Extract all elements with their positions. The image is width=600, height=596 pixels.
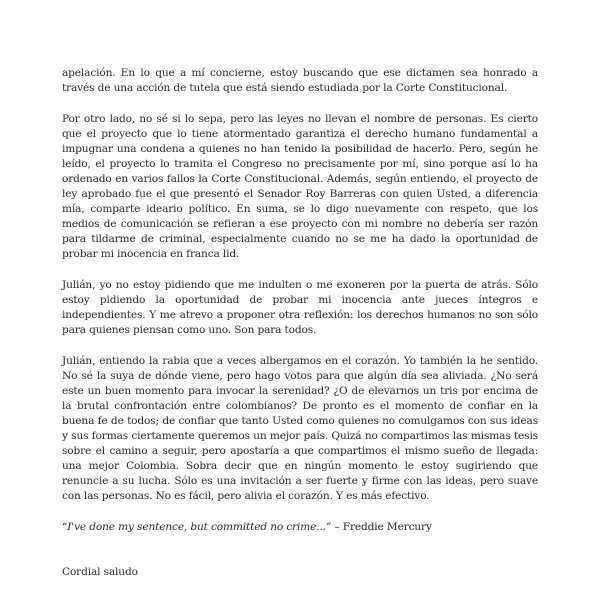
paragraph-serenity: Julián, entiendo la rabia que a veces albergamos en el corazón. Yo también la he sentido. No sé la suya de dónde viene, pero hago votos para que algún día sea aliviada. ¿No será este un buen momento para invocar la serenidad? ¿O de elevarnos un tris por encima de la brutal confrontación entre colombianos? De pronto es el momento de confiar en la buena fe de todos; de confiar que tanto Usted como quienes no comulgamos con sus ideas y sus formas ciertamente queremos un mejor país. Quizá no compartimos las mismas tesis sobre el camino a seguir, pero apostaría a que compartimos el mismo sueño de llegada: una mejor Colombia. Sobra decir que en ningún momento le estoy sugiriendo que renuncie a su lucha. Sólo es una invitación a ser fuerte y firme con las ideas, pero suave con las personas. No es fácil, pero alivia el corazón. Y es más efectivo. [62, 355, 538, 502]
paragraph-appeal: apelación. En lo que a mí concierne, estoy buscando que ese dictamen sea honrado a través de una acción de tutela que está siendo estudiada por la Corte Constitucional. [62, 67, 538, 94]
paragraph-laws: Por otro lado, no sé si lo sepa, pero las leyes no llevan el nombre de personas. Es cierto que el proyecto que lo tiene atormentado garantiza el derecho humano fundamental a impugnar una condena a quienes no han tenido la posibilidad de hacerlo. Pero, según he leído, el proyecto lo tramita el Congreso no precisamente por mí, sino porque así lo ha ordenado en varios fallos la Corte Constitucional. Además, según entiendo, el proyecto de ley aprobado fue el que presentó el Senador Roy Barreras con quien Usted, a diferencia mía, comparte ideario político. En suma, se lo digo nuevamente con respeto, que los medios de comunicación se refieran a ese proyecto con mi nombre no debería ser razón para tildarme de criminal, especialmente cuando no se me ha dado la oportunidad de probar mi inocencia en franca lid. [62, 113, 538, 260]
quote-line [62, 520, 538, 535]
quote-attribution: – Freddie Mercury [331, 521, 432, 533]
closing-salutation: Cordial saludo [62, 566, 138, 578]
paragraph-innocence: Julián, yo no estoy pidiendo que me indulten o me exoneren por la puerta de atrás. Sólo estoy pidiendo la oportunidad de probar mi inocencia ante jueces íntegros e independientes. Y me atrevo a proponer otra reflexión: los derechos humanos no son sólo para quienes piensan como uno. Son para todos. [62, 279, 538, 336]
letter-body [62, 66, 538, 596]
quote-text: “I've done my sentence, but committed no crime...” [62, 521, 332, 533]
